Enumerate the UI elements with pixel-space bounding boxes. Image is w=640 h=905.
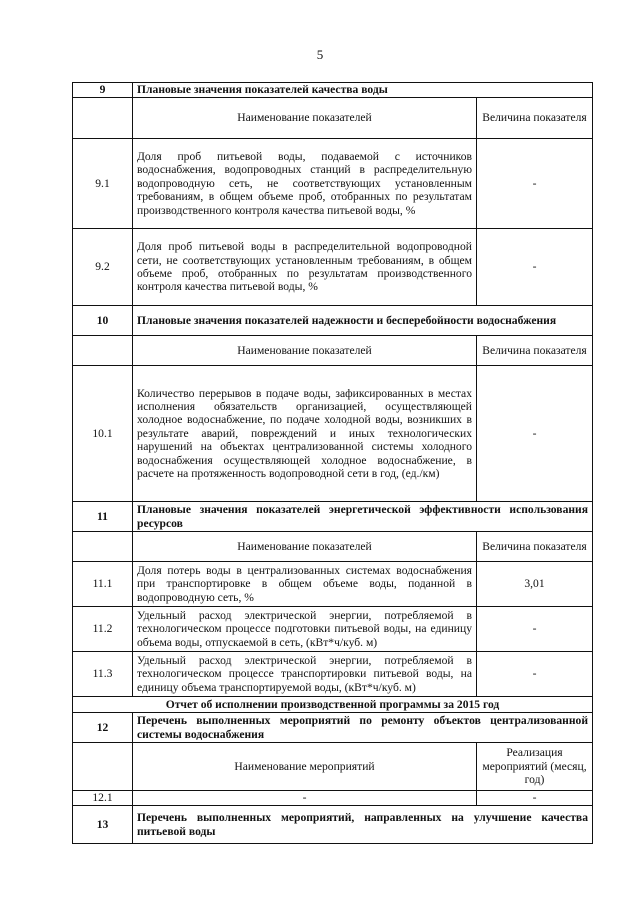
row-text: Доля проб питьевой воды, подаваемой с источников водоснабжения, водопроводных станций в распределительную водопроводную сеть, не соответствующих установленным требованиям, в общем объеме проб, отобранных по результатам производственного контроля качества питьевой воды, % (133, 139, 477, 229)
header-value-cell: Реализация мероприятий (месяц, год) (477, 743, 593, 791)
table-header-row (73, 743, 593, 791)
section-10-row (73, 306, 593, 336)
row-text: Доля проб питьевой воды в распределительной водопроводной сети, не соответствующих установленным требованиям, в общем объеме проб, отобранных по результатам производственного контроля качества питьевой воды, % (133, 229, 477, 306)
report-title-row (73, 697, 593, 713)
row-number: 12.1 (73, 791, 133, 806)
header-name-cell: Наименование показателей (133, 532, 477, 562)
section-number: 11 (73, 502, 133, 532)
row-value: - (477, 229, 593, 306)
row-value: - (477, 607, 593, 652)
row-text: Количество перерывов в подаче воды, зафиксированных в местах исполнения обязательств организацией, осуществляющей холодное водоснабжение, по подаче холодной воды, возникших в результате аварий, повреждений и иных технологических нарушений на объектах централизованной системы холодного водоснабжения осуществляющей холодное водоснабжение, в расчете на протяженность водопроводной сети в год, (ед./км) (133, 366, 477, 502)
header-value-cell: Величина показателя (477, 98, 593, 139)
section-12-row (73, 713, 593, 743)
row-text: Доля потерь воды в централизованных системах водоснабжения при транспортировке в общем объеме воды, поданной в водопроводную сеть, % (133, 562, 477, 607)
row-text: - (133, 791, 477, 806)
table-header-row (73, 336, 593, 366)
header-number-cell (73, 532, 133, 562)
section-title: Перечень выполненных мероприятий по ремонту объектов централизованной системы водоснабжения (133, 713, 593, 743)
section-9-row (73, 83, 593, 98)
table-row (73, 607, 593, 652)
header-value-cell: Величина показателя (477, 532, 593, 562)
row-value: - (477, 139, 593, 229)
section-number: 10 (73, 306, 133, 336)
section-title: Плановые значения показателей надежности и бесперебойности водоснабжения (133, 306, 593, 336)
section-title: Перечень выполненных мероприятий, направленных на улучшение качества питьевой воды (133, 806, 593, 844)
section-title: Плановые значения показателей качества воды (133, 83, 593, 98)
row-number: 11.1 (73, 562, 133, 607)
table-row (73, 652, 593, 697)
program-table (72, 82, 593, 844)
row-text: Удельный расход электрической энергии, потребляемой в технологическом процессе транспортировки питьевой воды, на единицу объема транспортируемой воды, (кВт*ч/куб. м) (133, 652, 477, 697)
row-number: 11.2 (73, 607, 133, 652)
header-name-cell: Наименование показателей (133, 336, 477, 366)
row-number: 10.1 (73, 366, 133, 502)
table-header-row (73, 98, 593, 139)
page-number: 5 (316, 47, 324, 62)
row-value: - (477, 652, 593, 697)
header-name-cell: Наименование показателей (133, 98, 477, 139)
header-number-cell (73, 98, 133, 139)
header-number-cell (73, 336, 133, 366)
header-name-cell: Наименование мероприятий (133, 743, 477, 791)
section-title: Плановые значения показателей энергетической эффективности использования ресурсов (133, 502, 593, 532)
table-row (73, 562, 593, 607)
report-title: Отчет об исполнении производственной программы за 2015 год (73, 697, 593, 713)
row-number: 11.3 (73, 652, 133, 697)
section-number: 13 (73, 806, 133, 844)
header-number-cell (73, 743, 133, 791)
table-row (73, 139, 593, 229)
row-value: - (477, 366, 593, 502)
section-number: 9 (73, 83, 133, 98)
row-value: 3,01 (477, 562, 593, 607)
table-row (73, 366, 593, 502)
row-number: 9.1 (73, 139, 133, 229)
row-value: - (477, 791, 593, 806)
row-text: Удельный расход электрической энергии, потребляемой в технологическом процессе подготовки питьевой воды, на единицу объема воды, отпускаемой в сеть, (кВт*ч/куб. м) (133, 607, 477, 652)
row-number: 9.2 (73, 229, 133, 306)
table-row (73, 229, 593, 306)
section-11-row (73, 502, 593, 532)
section-13-row (73, 806, 593, 844)
table-row (73, 791, 593, 806)
header-value-cell: Величина показателя (477, 336, 593, 366)
section-number: 12 (73, 713, 133, 743)
table-header-row (73, 532, 593, 562)
